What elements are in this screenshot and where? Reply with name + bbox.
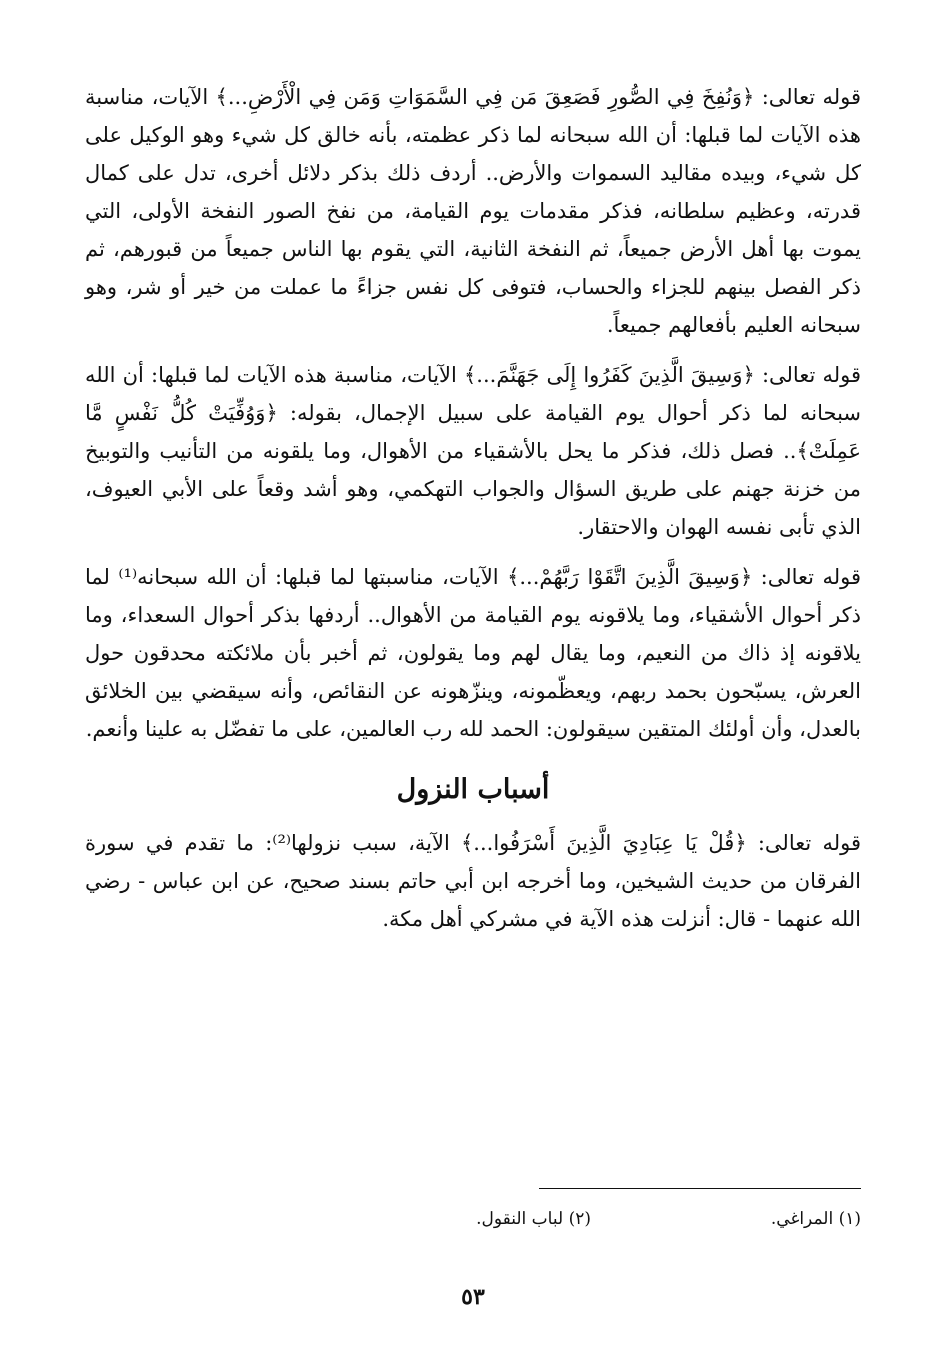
reason-paragraph: قوله تعالى: ﴿قُلْ يَا عِبَادِيَ الَّذِينَ أَسْرَفُوا...﴾ الآية، سبب نزولها⁽²⁾: ما تقدم في سورة الفرقان من حديث الشيخين، وما أخرجه ابن أبي حاتم بسند صحيح، عن ابن عباس - رضي الله عنهما - قال: أنزلت هذه الآية في مشركي أهل مكة. — [85, 831, 861, 931]
footnote-1: (١) المراغي. — [770, 1209, 861, 1229]
footnote-2: (٢) لباب النقول. — [476, 1209, 591, 1229]
paragraph-1: قوله تعالى: ﴿وَنُفِخَ فِي الصُّورِ فَصَعِقَ مَن فِي السَّمَوَاتِ وَمَن فِي الْأَرْضِ...﴾ الآيات، مناسبة هذه الآيات لما قبلها: أن الله سبحانه لما ذكر عظمته، بأنه خالق كل شيء وهو الوكيل على كل شيء، وبيده مقاليد السموات والأرض.. أردف ذلك بذكر دلائل أخرى، تدل على كمال قدرته، وعظيم سلطانه، فذكر مقدمات يوم القيامة، من نفخ الصور النفخة الأولى، التي يموت بها أهل الأرض جميعاً، ثم النفخة الثانية، التي يقوم بها الناس جميعاً من قبورهم، ثم ذكر الفصل بينهم للجزاء والحساب، فتوفى كل نفس جزاءً ما عملت من خير أو شر، وهو سبحانه العليم بأفعالهم جميعاً. — [85, 85, 861, 337]
document-page — [85, 78, 861, 1348]
paragraph-2: قوله تعالى: ﴿وَسِيقَ الَّذِينَ كَفَرُوا إِلَى جَهَنَّمَ...﴾ الآيات، مناسبة هذه الآيات لما قبلها: أن الله سبحانه لما ذكر أحوال يوم القيامة على سبيل الإجمال، بقوله: ﴿وَوُفِّيَتْ كُلُّ نَفْسٍ مَّا عَمِلَتْ﴾.. فصل ذلك، فذكر ما يحل بالأشقياء من الأهوال، وما يلقونه من التأنيب والتوبيخ من خزنة جهنم على طريق السؤال والجواب التهكمي، وهو أشد وقعاً على الأبي العيوف، الذي تأبى نفسه الهوان والاحتقار. — [85, 363, 861, 539]
footnotes — [85, 1206, 861, 1232]
section-heading: أسباب النزول — [396, 774, 550, 805]
footnote-divider — [539, 1188, 861, 1189]
paragraph-3: قوله تعالى: ﴿وَسِيقَ الَّذِينَ اتَّقَوْا رَبَّهُمْ...﴾ الآيات، مناسبتها لما قبلها: أن الله سبحانه⁽¹⁾ لما ذكر أحوال الأشقياء، وما يلاقونه يوم القيامة من الأهوال.. أردفها بذكر أحوال السعداء، وما يلاقونه إذ ذاك من النعيم، وما يقال لهم وما يقولون، ثم أخبر بأن ملائكته محدقون حول العرش، يسبّحون بحمد ربهم، ويعظّمونه، وينزّهونه عن النقائص، وأنه سيقضي بين الخلائق بالعدل، وأن أولئك المتقين سيقولون: الحمد لله رب العالمين، على ما تفضّل به علينا وأنعم. — [85, 565, 861, 741]
page-number: ٥٣ — [461, 1284, 485, 1310]
